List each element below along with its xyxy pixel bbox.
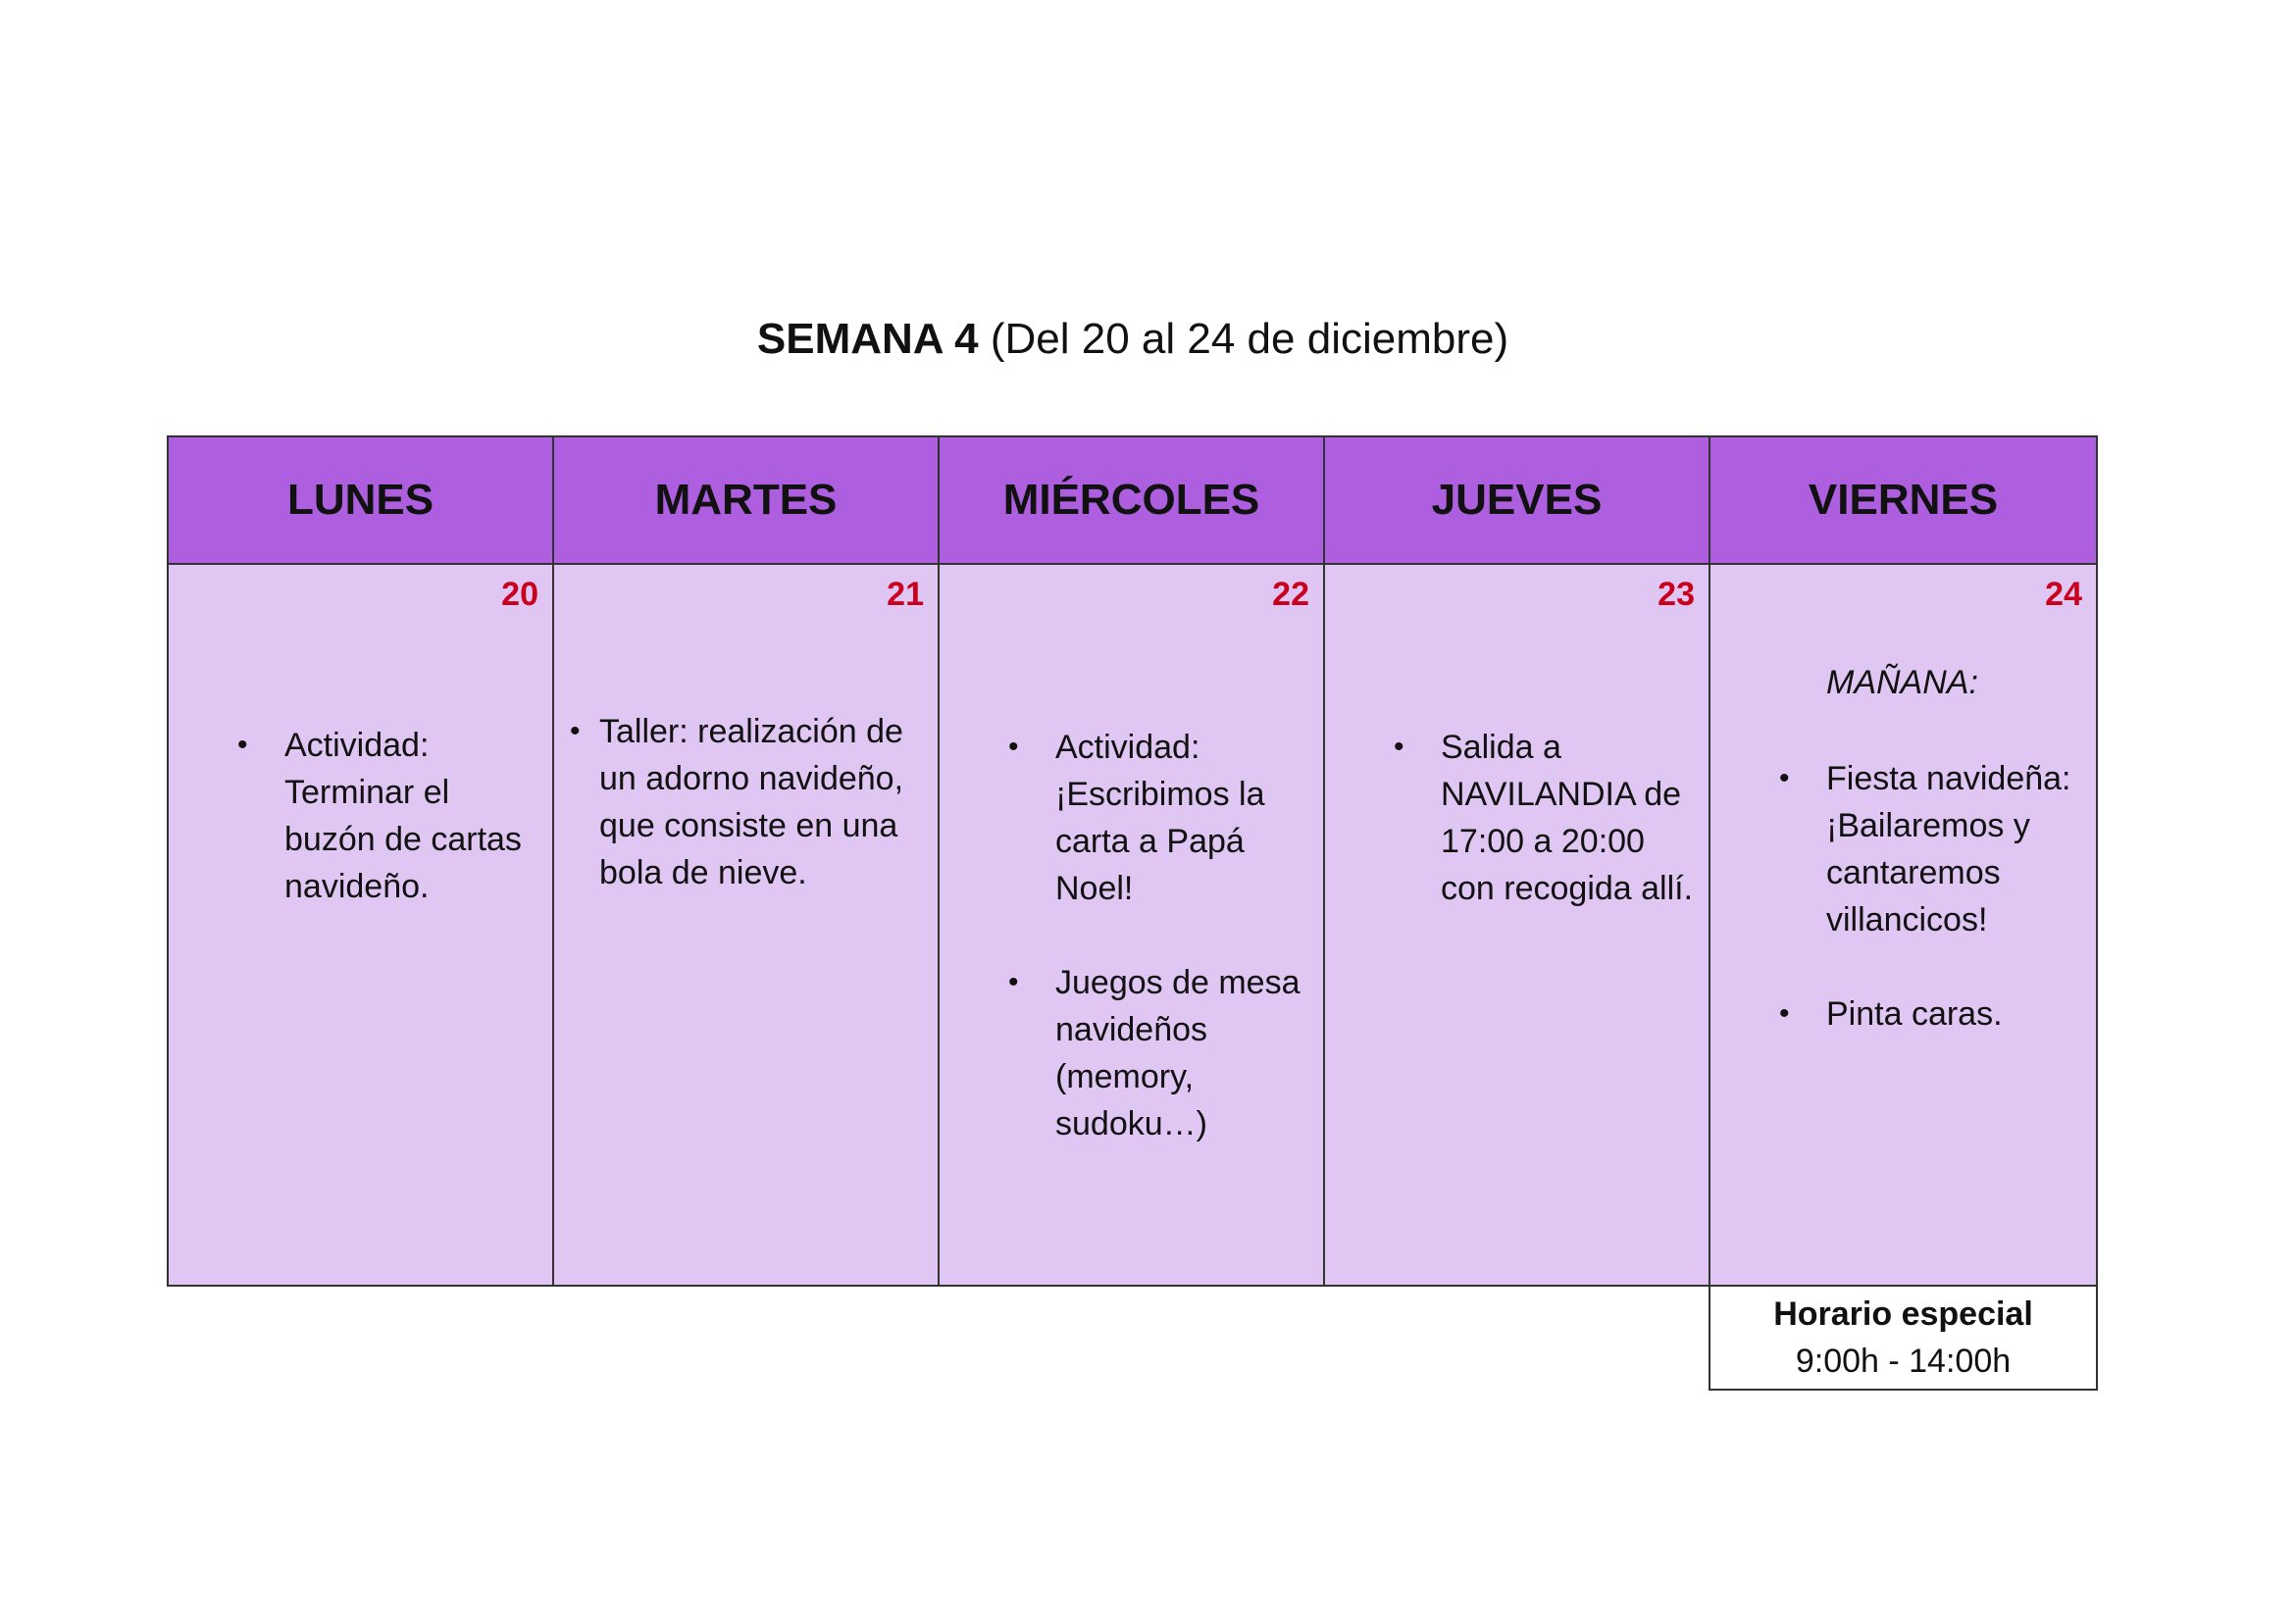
cell-friday (1710, 565, 2096, 1285)
title-dates: (Del 20 al 24 de diciembre) (978, 315, 1509, 363)
cell-tuesday (554, 565, 940, 1285)
activity-item (237, 722, 539, 910)
special-schedule-box (1709, 1285, 2098, 1391)
activity-item (1779, 990, 2101, 1038)
header-wednesday: MIÉRCOLES (940, 437, 1325, 565)
page-title (0, 312, 2266, 367)
activity-text: Fiesta navideña: ¡Bailaremos y cantaremos villancicos! (1826, 760, 2071, 939)
day-number: 24 (2045, 576, 2082, 613)
activity-text: Actividad: Terminar el buzón de cartas navideño. (284, 727, 522, 905)
activity-list (237, 722, 539, 910)
morning-subheading: MAÑANA: (1826, 664, 1978, 701)
activity-text: Salida a NAVILANDIA de 17:00 a 20:00 con recogida allí. (1441, 729, 1694, 907)
activity-text: Actividad: ¡Escribimos la carta a Papá Noel! (1055, 729, 1265, 907)
activity-text: Juegos de mesa navideños (memory, sudoku…) (1055, 964, 1301, 1142)
header-tuesday: MARTES (554, 437, 940, 565)
activity-text: Pinta caras. (1826, 995, 2003, 1033)
bullet-icon: • (1008, 966, 1019, 998)
bullet-icon: • (1394, 731, 1404, 763)
day-number: 20 (501, 576, 538, 613)
cell-wednesday (940, 565, 1325, 1285)
title-week: SEMANA 4 (756, 315, 979, 363)
header-thursday: JUEVES (1325, 437, 1710, 565)
special-schedule-hours: 9:00h - 14:00h (1795, 1343, 2012, 1380)
cell-thursday (1325, 565, 1710, 1285)
activity-text: Taller: realización de un adorno navideño, que consiste en una bola de nieve. (599, 713, 904, 891)
header-friday: VIERNES (1710, 437, 2096, 565)
activity-item (1008, 724, 1320, 912)
activity-list (1394, 724, 1706, 912)
special-schedule-label: Horario especial (1773, 1295, 2033, 1333)
activity-list (570, 708, 933, 896)
activity-item (1394, 724, 1706, 912)
day-number: 23 (1658, 576, 1695, 613)
bullet-icon: • (1779, 997, 1790, 1030)
bullet-icon: • (237, 729, 248, 761)
bullet-icon: • (1779, 762, 1790, 794)
activity-list (1008, 724, 1320, 1147)
bullet-icon: • (570, 715, 581, 747)
activity-list (1779, 755, 2101, 1038)
activity-item (1008, 959, 1320, 1147)
bullet-icon: • (1008, 731, 1019, 763)
day-number: 22 (1272, 576, 1309, 613)
cell-monday (169, 565, 554, 1285)
activity-item (1779, 755, 2101, 943)
day-number: 21 (887, 576, 924, 613)
activity-item (570, 708, 933, 896)
weekly-schedule-table (167, 435, 2098, 1287)
header-monday: LUNES (169, 437, 554, 565)
